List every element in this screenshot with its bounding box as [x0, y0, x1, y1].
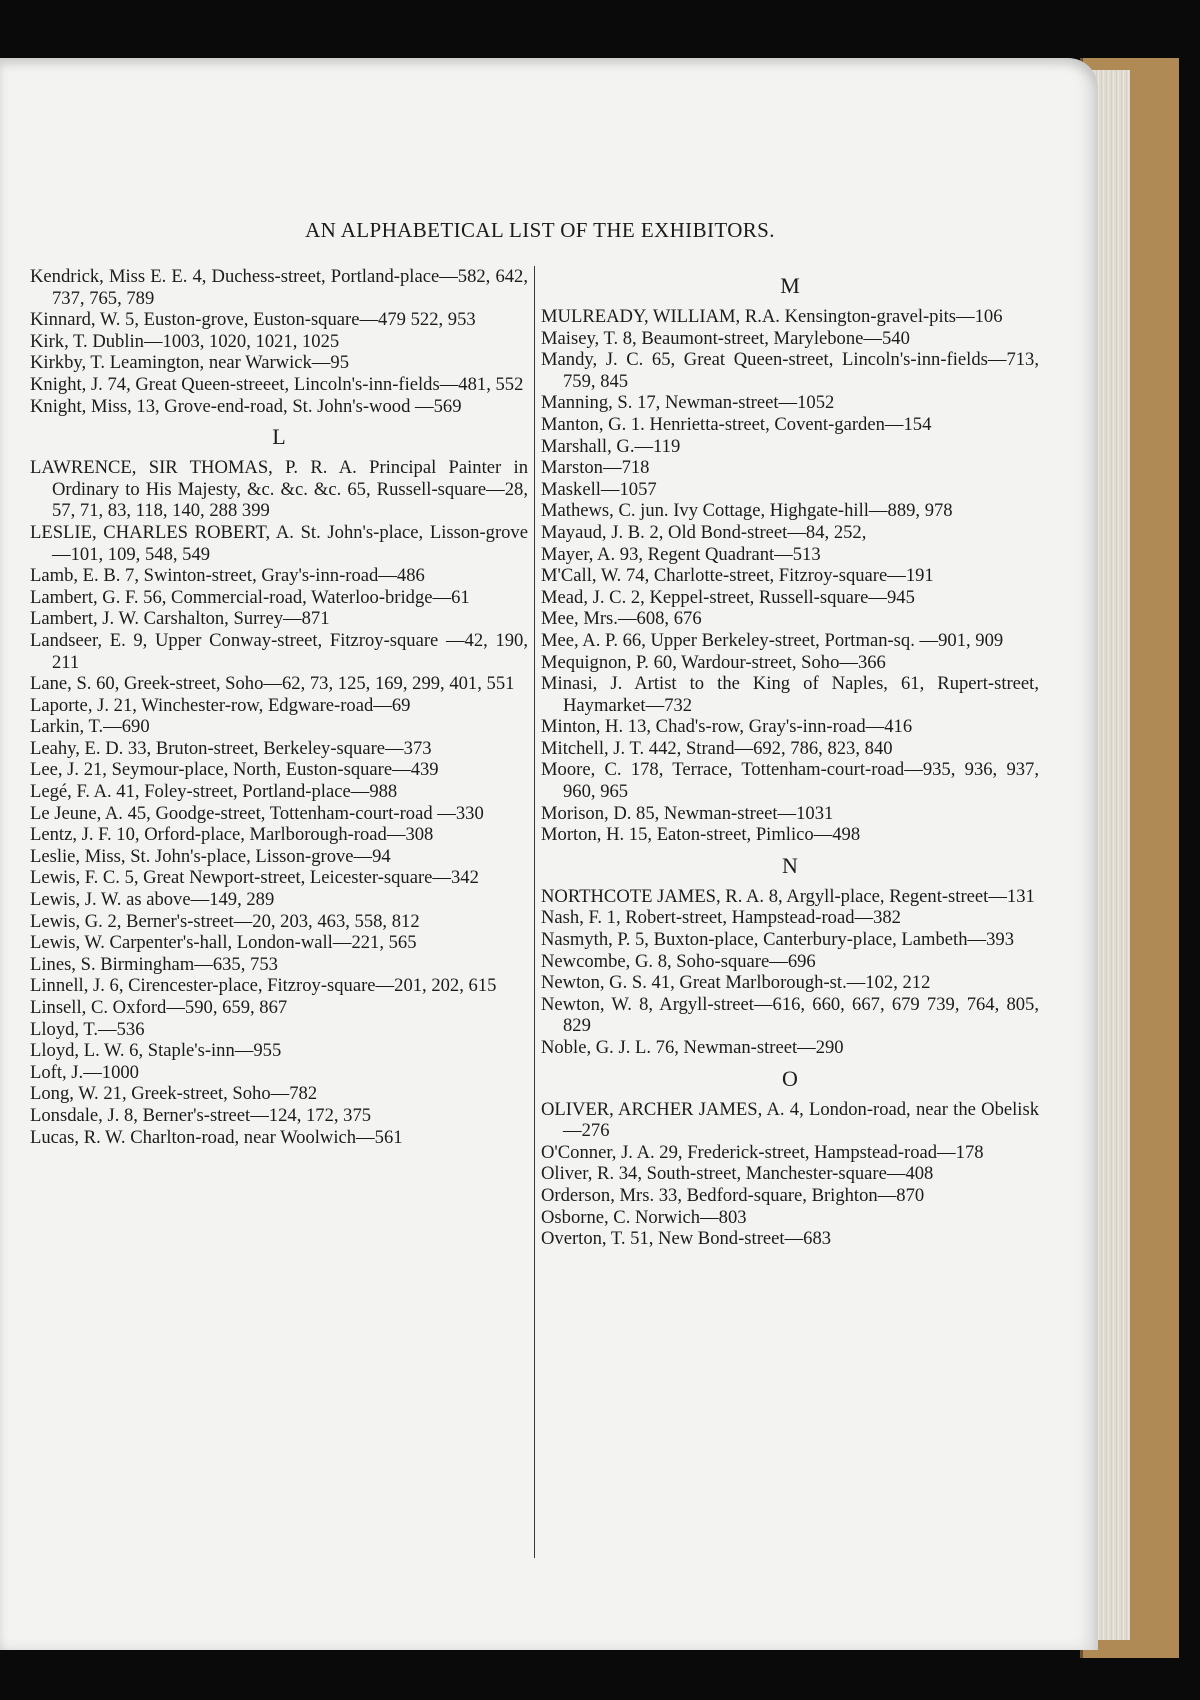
exhibitor-entry: Kinnard, W. 5, Euston-grove, Euston-square—479 522, 953 — [30, 309, 476, 331]
exhibitor-entry: Lucas, R. W. Charlton-road, near Woolwich—561 — [30, 1126, 403, 1148]
exhibitor-entry: LESLIE, CHARLES ROBERT, A. St. John's-place, Lisson-grove—101, 109, 548, 549 — [30, 521, 528, 565]
exhibitor-entry: Mequignon, P. 60, Wardour-street, Soho—366 — [541, 651, 886, 673]
exhibitor-entry: Marshall, G.—119 — [541, 435, 681, 457]
exhibitor-entry: Manton, G. 1. Henrietta-street, Covent-garden—154 — [541, 413, 932, 435]
exhibitor-entry: Lewis, W. Carpenter's-hall, London-wall—221, 565 — [30, 932, 417, 954]
exhibitor-entry: Mayer, A. 93, Regent Quadrant—513 — [541, 543, 821, 565]
exhibitor-entry: Maskell—1057 — [541, 478, 657, 500]
exhibitor-entry: Newton, W. 8, Argyll-street—616, 660, 667, 679 739, 764, 805, 829 — [541, 993, 1039, 1037]
exhibitor-entry: Minasi, J. Artist to the King of Naples, 61, Rupert-street, Haymarket—732 — [541, 673, 1039, 716]
exhibitor-entry: Landseer, E. 9, Upper Conway-street, Fitzroy-square —42, 190, 211 — [30, 629, 528, 673]
exhibitor-entry: Nasmyth, P. 5, Buxton-place, Canterbury-place, Lambeth—393 — [541, 929, 1014, 951]
exhibitor-entry: Kirk, T. Dublin—1003, 1020, 1021, 1025 — [30, 330, 340, 352]
exhibitor-entry: Lonsdale, J. 8, Berner's-street—124, 172, 375 — [30, 1104, 372, 1126]
exhibitor-entry: Linnell, J. 6, Cirencester-place, Fitzroy-square—201, 202, 615 — [30, 975, 497, 997]
exhibitor-entry: Oliver, R. 34, South-street, Manchester-square—408 — [541, 1163, 934, 1185]
exhibitor-entry: Lloyd, T.—536 — [30, 1018, 145, 1040]
exhibitor-entry: Mathews, C. jun. Ivy Cottage, Highgate-hill—889, 978 — [541, 500, 953, 522]
exhibitor-entry: Loft, J.—1000 — [30, 1061, 139, 1083]
column-divider — [534, 266, 535, 1558]
book-page — [0, 58, 1098, 1650]
exhibitor-entry: Lentz, J. F. 10, Orford-place, Marlborough-road—308 — [30, 824, 434, 846]
exhibitor-entry: Morison, D. 85, Newman-street—1031 — [541, 802, 834, 824]
exhibitor-entry: Maisey, T. 8, Beaumont-street, Marylebone—540 — [541, 327, 910, 349]
exhibitor-entry: MULREADY, WILLIAM, R.A. Kensington-gravel-pits—106 — [541, 306, 1003, 327]
exhibitor-entry: Overton, T. 51, New Bond-street—683 — [541, 1228, 832, 1250]
exhibitor-entry: Leslie, Miss, St. John's-place, Lisson-grove—94 — [30, 845, 391, 867]
exhibitor-entry: Kirkby, T. Leamington, near Warwick—95 — [30, 352, 349, 374]
exhibitor-entry: Knight, Miss, 13, Grove-end-road, St. John's-wood —569 — [30, 395, 462, 417]
exhibitor-entry: Marston—718 — [541, 457, 650, 479]
exhibitor-entry: Noble, G. J. L. 76, Newman-street—290 — [541, 1037, 844, 1058]
exhibitor-entry: Mee, Mrs.—608, 676 — [541, 608, 702, 630]
exhibitor-entry: Lambert, J. W. Carshalton, Surrey—871 — [30, 608, 330, 630]
exhibitor-entry: Newton, G. S. 41, Great Marlborough-st.—102, 212 — [541, 972, 931, 994]
exhibitor-entry: LAWRENCE, SIR THOMAS, P. R. A. Principal Painter in Ordinary to His Majesty, &c. &c. &c. 65, Russell-square—28, 57, 71, 83, 118, 140, 288 399 — [30, 457, 528, 522]
section-letter: O — [782, 1065, 798, 1091]
exhibitor-entry: Kendrick, Miss E. E. 4, Duchess-street, Portland-place—582, 642, 737, 765, 789 — [30, 266, 528, 309]
section-letter: N — [782, 852, 798, 878]
exhibitor-entry: Lee, J. 21, Seymour-place, North, Euston-square—439 — [30, 759, 439, 781]
exhibitor-entry: Lane, S. 60, Greek-street, Soho—62, 73, 125, 169, 299, 401, 551 — [30, 673, 515, 695]
exhibitor-entry: NORTHCOTE JAMES, R. A. 8, Argyll-place, Regent-street—131 — [541, 885, 1035, 907]
exhibitor-entry: Lewis, G. 2, Berner's-street—20, 203, 463, 558, 812 — [30, 910, 420, 932]
section-letter: M — [780, 273, 800, 298]
section-letter: L — [272, 424, 286, 450]
exhibitor-entry: Lloyd, L. W. 6, Staple's-inn—955 — [30, 1040, 282, 1062]
exhibitor-entry: Mayaud, J. B. 2, Old Bond-street—84, 252, — [541, 521, 867, 543]
exhibitor-entry: Mandy, J. C. 65, Great Queen-street, Lincoln's-inn-fields—713, 759, 845 — [541, 349, 1039, 392]
exhibitor-entry: Manning, S. 17, Newman-street—1052 — [541, 392, 835, 414]
exhibitor-entry: Orderson, Mrs. 33, Bedford-square, Brighton—870 — [541, 1184, 925, 1206]
exhibitor-entry: Morton, H. 15, Eaton-street, Pimlico—498 — [541, 824, 861, 846]
exhibitor-entry: Leahy, E. D. 33, Bruton-street, Berkeley-square—373 — [30, 737, 432, 759]
exhibitor-entry: Mitchell, J. T. 442, Strand—692, 786, 823, 840 — [541, 737, 893, 759]
exhibitor-entry: O'Conner, J. A. 29, Frederick-street, Hampstead-road—178 — [541, 1141, 984, 1163]
exhibitor-entry: Lewis, F. C. 5, Great Newport-street, Leicester-square—342 — [30, 867, 479, 889]
exhibitor-entry: Long, W. 21, Greek-street, Soho—782 — [30, 1083, 318, 1105]
exhibitor-entry: Laporte, J. 21, Winchester-row, Edgware-road—69 — [30, 694, 411, 716]
right-column — [541, 266, 1039, 1250]
exhibitor-entry: Mee, A. P. 66, Upper Berkeley-street, Portman-sq. —901, 909 — [541, 629, 1004, 651]
exhibitor-entry: Lewis, J. W. as above—149, 289 — [30, 889, 275, 911]
exhibitor-entry: Mead, J. C. 2, Keppel-street, Russell-square—945 — [541, 586, 915, 608]
page-title: AN ALPHABETICAL LIST OF THE EXHIBITORS. — [305, 218, 775, 242]
exhibitor-entry: Larkin, T.—690 — [30, 716, 150, 738]
exhibitor-entry: Lines, S. Birmingham—635, 753 — [30, 953, 278, 975]
exhibitor-entry: Minton, H. 13, Chad's-row, Gray's-inn-road—416 — [541, 716, 913, 738]
exhibitor-entry: Lambert, G. F. 56, Commercial-road, Waterloo-bridge—61 — [30, 586, 470, 608]
exhibitor-entry: Le Jeune, A. 45, Goodge-street, Tottenham-court-road —330 — [30, 802, 484, 824]
exhibitor-entry: Newcombe, G. 8, Soho-square—696 — [541, 950, 816, 972]
exhibitor-entry: Nash, F. 1, Robert-street, Hampstead-road—382 — [541, 907, 901, 929]
exhibitor-entry: Linsell, C. Oxford—590, 659, 867 — [30, 997, 288, 1018]
exhibitor-entry: Osborne, C. Norwich—803 — [541, 1206, 747, 1228]
exhibitor-entry: Lamb, E. B. 7, Swinton-street, Gray's-inn-road—486 — [30, 565, 425, 587]
exhibitor-entry: Legé, F. A. 41, Foley-street, Portland-place—988 — [30, 781, 398, 803]
left-column — [30, 266, 528, 1148]
exhibitor-entry: Moore, C. 178, Terrace, Tottenham-court-road—935, 936, 937, 960, 965 — [541, 759, 1039, 803]
exhibitor-entry: OLIVER, ARCHER JAMES, A. 4, London-road, near the Obelisk—276 — [541, 1098, 1039, 1142]
exhibitor-entry: M'Call, W. 74, Charlotte-street, Fitzroy-square—191 — [541, 565, 934, 587]
exhibitor-entry: Knight, J. 74, Great Queen-streeet, Lincoln's-inn-fields—481, 552 — [30, 373, 524, 395]
